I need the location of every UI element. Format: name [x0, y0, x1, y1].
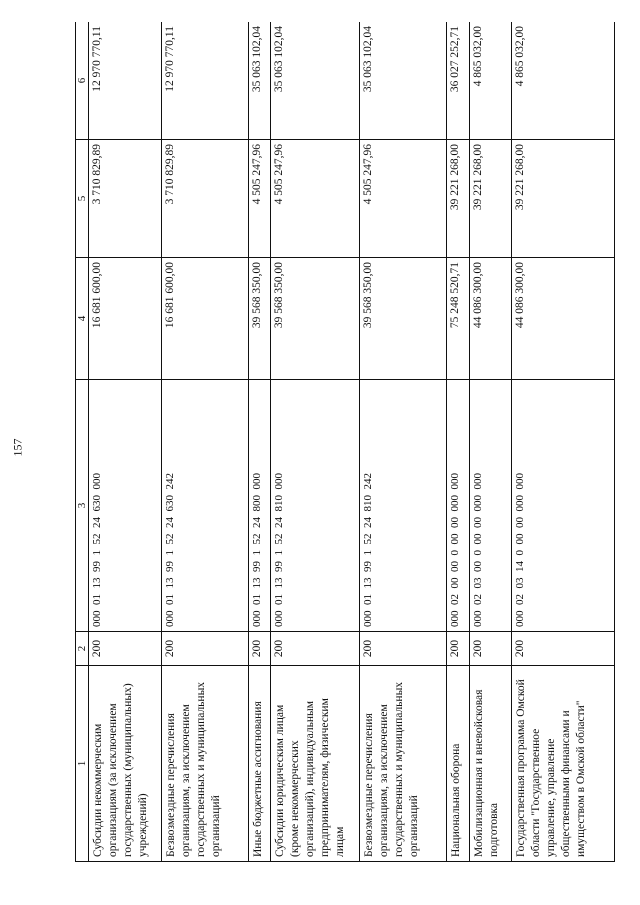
- row-plan-value: 44 086 300,00: [512, 258, 615, 380]
- row-admin-code: 200: [447, 632, 469, 666]
- row-name: Национальная оборона: [447, 666, 469, 862]
- row-plan-value: 39 568 350,00: [360, 258, 447, 380]
- table-row: [469, 22, 511, 862]
- column-header: 1: [76, 666, 89, 862]
- row-budget-code: 000 01 13 99 1 52 24 800 000: [248, 380, 270, 632]
- row-plan-value: 16 681 600,00: [161, 258, 248, 380]
- row-admin-code: 200: [89, 632, 162, 666]
- table-row: [447, 22, 469, 862]
- row-remaining-value: 35 063 102,04: [271, 22, 360, 140]
- row-budget-code: 000 01 13 99 1 52 24 630 000: [89, 380, 162, 632]
- row-name: Безвозмездные перечисления организациям, за исключением государственных и муниципальных организаций: [161, 666, 248, 862]
- table-row: [271, 22, 360, 862]
- row-name: Безвозмездные перечисления организациям, за исключением государственных и муниципальных организаций: [360, 666, 447, 862]
- row-plan-value: 39 568 350,00: [271, 258, 360, 380]
- row-executed-value: 39 221 268,00: [447, 140, 469, 258]
- table-row: [161, 22, 248, 862]
- table-row: [89, 22, 162, 862]
- row-admin-code: 200: [360, 632, 447, 666]
- row-name: Субсидии некоммерческим организациям (за исключением государственных (муниципальных) учреждений): [89, 666, 162, 862]
- row-plan-value: 39 568 350,00: [248, 258, 270, 380]
- row-budget-code: 000 01 13 99 1 52 24 810 000: [271, 380, 360, 632]
- row-name: Мобилизационная и вневойсковая подготовка: [469, 666, 511, 862]
- budget-table-container: [75, 22, 615, 862]
- row-name: Субсидии юридическим лицам (кроме некоммерческих организаций), индивидуальным предпринимателям, физическим лицам: [271, 666, 360, 862]
- row-remaining-value: 12 970 770,11: [161, 22, 248, 140]
- row-remaining-value: 36 027 252,71: [447, 22, 469, 140]
- row-name: Государственная программа Омской области "Государственное управление, управление общественными финансами и имуществом в Омской области": [512, 666, 615, 862]
- row-budget-code: 000 01 13 99 1 52 24 630 242: [161, 380, 248, 632]
- row-executed-value: 4 505 247,96: [271, 140, 360, 258]
- header-row: [76, 22, 89, 862]
- row-budget-code: 000 01 13 99 1 52 24 810 242: [360, 380, 447, 632]
- row-remaining-value: 35 063 102,04: [360, 22, 447, 140]
- row-remaining-value: 4 865 032,00: [512, 22, 615, 140]
- row-executed-value: 39 221 268,00: [469, 140, 511, 258]
- row-admin-code: 200: [271, 632, 360, 666]
- row-executed-value: 4 505 247,96: [248, 140, 270, 258]
- row-budget-code: 000 02 03 14 0 00 00 000 000: [512, 380, 615, 632]
- column-header: 4: [76, 258, 89, 380]
- row-budget-code: 000 02 03 00 0 00 00 000 000: [469, 380, 511, 632]
- row-executed-value: 3 710 829,89: [89, 140, 162, 258]
- row-remaining-value: 35 063 102,04: [248, 22, 270, 140]
- row-plan-value: 44 086 300,00: [469, 258, 511, 380]
- row-plan-value: 16 681 600,00: [89, 258, 162, 380]
- row-admin-code: 200: [248, 632, 270, 666]
- row-executed-value: 39 221 268,00: [512, 140, 615, 258]
- table-row: [512, 22, 615, 862]
- row-admin-code: 200: [469, 632, 511, 666]
- row-executed-value: 3 710 829,89: [161, 140, 248, 258]
- row-remaining-value: 12 970 770,11: [89, 22, 162, 140]
- row-name: Иные бюджетные ассигнования: [248, 666, 270, 862]
- table-row: [248, 22, 270, 862]
- row-budget-code: 000 02 00 00 0 00 00 000 000: [447, 380, 469, 632]
- budget-table: [75, 22, 615, 862]
- column-header: 2: [76, 632, 89, 666]
- column-header: 5: [76, 140, 89, 258]
- row-admin-code: 200: [512, 632, 615, 666]
- row-admin-code: 200: [161, 632, 248, 666]
- page-number: 157: [10, 438, 25, 457]
- column-header: 6: [76, 22, 89, 140]
- row-remaining-value: 4 865 032,00: [469, 22, 511, 140]
- row-plan-value: 75 248 520,71: [447, 258, 469, 380]
- column-header: 3: [76, 380, 89, 632]
- row-executed-value: 4 505 247,96: [360, 140, 447, 258]
- table-row: [360, 22, 447, 862]
